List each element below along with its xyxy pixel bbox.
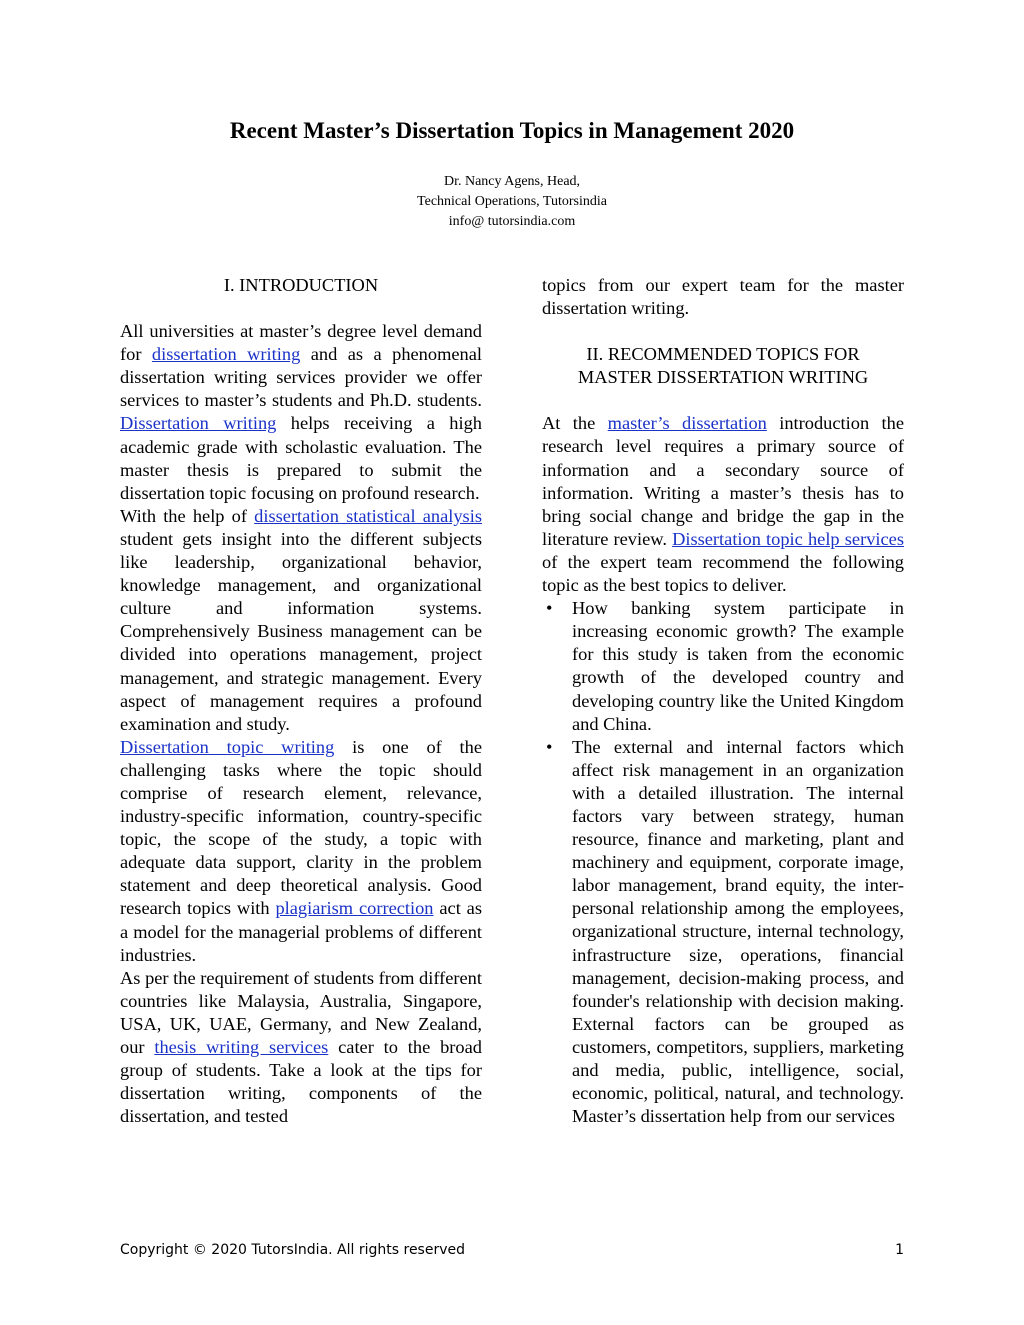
author-email: info@ tutorsindia.com <box>448 214 576 229</box>
intro-paragraph-2 <box>120 505 482 736</box>
author-block <box>0 172 1024 232</box>
link-dissertation-writing-2[interactable]: Dissertation writing <box>120 413 277 434</box>
left-column <box>120 274 482 1128</box>
text-span: At the <box>542 413 608 434</box>
section-heading-introduction: I. INTRODUCTION <box>223 275 379 295</box>
author-name: Dr. Nancy Agens, Head, <box>443 174 581 189</box>
text-span: cater to the broad group of students. Take a look at the tips for dissertation writing, components of the dissertation, and tested <box>120 1037 482 1127</box>
text-span: is one of the challenging tasks where the topic should comprise of research element, relevance, industry-specific information, country-specific topic, the scope of the study, a topic with adequate data support, clarity in the problem statement and deep theoretical analysis. Good research topics with <box>120 736 482 919</box>
author-affiliation: Technical Operations, Tutorsindia <box>417 194 607 209</box>
page-footer <box>120 1242 904 1258</box>
list-item <box>542 597 904 736</box>
topics-paragraph-1 <box>542 412 904 597</box>
link-dissertation-statistical-analysis[interactable]: dissertation statistical analysis <box>254 505 482 526</box>
page-number: 1 <box>895 1242 904 1258</box>
intro-paragraph-3 <box>120 736 482 967</box>
text-span: act as a model for the managerial problems of different industries. <box>120 898 482 965</box>
text-span: and as a phenomenal dissertation writing services provider we offer services to master’s students and Ph.D. students. <box>120 344 483 411</box>
right-column <box>542 274 904 1128</box>
bullet-text: How banking system participate in increasing economic growth? The example for this study is taken from the economic growth of the developed country and developing country like the United Kingdom and China. <box>572 598 904 734</box>
link-dissertation-writing[interactable]: dissertation writing <box>151 344 301 365</box>
bullet-icon: • <box>546 736 553 757</box>
link-dissertation-topic-writing[interactable]: Dissertation topic writing <box>120 736 335 757</box>
continued-paragraph: topics from our expert team for the master dissertation writing. <box>542 275 904 319</box>
link-thesis-writing-services[interactable]: thesis writing services <box>154 1037 329 1057</box>
list-item <box>542 736 904 1129</box>
text-span: introduction the research level requires a primary source of information and a secondary source of information. Writing a master’s thesis has to bring social change and bridge the gap in the literature review. <box>542 413 905 549</box>
link-masters-dissertation[interactable]: master’s dissertation <box>607 413 767 434</box>
bullet-text: The external and internal factors which affect risk management in an organization with a detailed illustration. The internal factors vary between strategy, human resource, finance and marketing, plant and machinery and equipment, corporate image, labor management, brand equity, the inter-personal relationship among the employees, organizational structure, internal technology, infrastructure size, operations, financial management, decision-making process, and founder's relationship with decision making. External factors can be grouped as customers, competitors, suppliers, marketing and media, public, intelligence, social, economic, political, natural, and technology. Master’s dissertation help from our services <box>572 736 904 1127</box>
text-span: helps receiving a high academic grade with scholastic evaluation. The master thesis is prepared to submit the dissertation topic focusing on profound research. <box>120 413 482 503</box>
heading-line-1: II. RECOMMENDED TOPICS FOR <box>586 344 860 365</box>
intro-paragraph-1 <box>120 320 482 505</box>
text-span: As per the requirement of students from different countries like Malaysia, Australia, Singapore, USA, UK, UAE, Germany, and New Zealand, our <box>120 967 482 1057</box>
text-span: student gets insight into the different subjects like leadership, organizational behavior, knowledge management, and organizational culture and information systems. Comprehensively Business management can be divided into operations management, project management, and strategic management. Every aspect of management requires a profound examination and study. <box>120 528 482 734</box>
link-plagiarism-correction[interactable]: plagiarism correction <box>275 898 434 919</box>
paper-title: Recent Master’s Dissertation Topics in Management 2020 <box>229 118 795 143</box>
copyright-notice: Copyright © 2020 TutorsIndia. All rights reserved <box>120 1242 466 1258</box>
text-span: All universities at master’s degree level demand for <box>120 321 482 365</box>
heading-line-2: MASTER DISSERTATION WRITING <box>577 367 869 388</box>
link-dissertation-topic-help-services[interactable]: Dissertation topic help services <box>672 528 904 549</box>
intro-paragraph-4 <box>120 967 482 1129</box>
topics-bullet-list <box>542 597 904 1128</box>
text-span: of the expert team recommend the following topic as the best topics to deliver. <box>542 551 904 596</box>
section-heading-recommended-topics <box>542 343 904 389</box>
text-span: With the help of <box>120 505 255 526</box>
bullet-icon: • <box>546 598 553 619</box>
